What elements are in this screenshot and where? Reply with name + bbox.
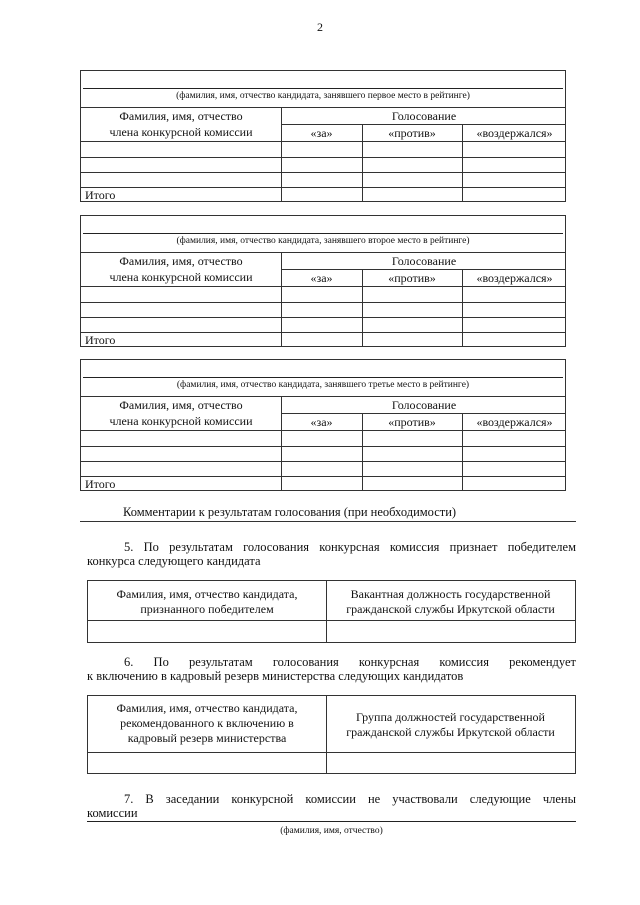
- vote-table-first-place: [80, 70, 566, 202]
- member-header: Фамилия, имя, отчество: [119, 398, 243, 412]
- vote-against-header: «против»: [388, 126, 436, 140]
- section5-line2: конкурса следующего кандидата: [87, 554, 261, 568]
- absent-members-caption: (фамилия, имя, отчество): [280, 826, 383, 836]
- winner-table: [87, 580, 576, 643]
- candidate-name-line: [83, 88, 563, 89]
- vote-table-third-place: [80, 359, 566, 491]
- position-group-header-1: Группа должностей государственной: [356, 710, 545, 724]
- vote-against-header: «против»: [388, 271, 436, 285]
- candidate-caption: (фамилия, имя, отчество кандидата, занявшего третье место в рейтинге): [176, 380, 470, 390]
- reserve-name-header-1: Фамилия, имя, отчество кандидата,: [116, 701, 298, 715]
- vote-abstained-header: «воздержался»: [476, 126, 553, 140]
- vacancy-header-1: Вакантная должность государственной: [350, 587, 551, 601]
- voting-header: Голосование: [391, 254, 457, 268]
- member-header-2: члена конкурсной комиссии: [109, 414, 253, 428]
- voting-header: Голосование: [391, 398, 457, 412]
- page-number: 2: [317, 20, 323, 34]
- voting-header: Голосование: [391, 109, 457, 123]
- vote-abstained-header: «воздержался»: [476, 271, 553, 285]
- vote-against-header: «против»: [388, 415, 436, 429]
- vacancy-header-2: гражданской службы Иркутской области: [346, 602, 555, 616]
- section6-line1: 6. По результатам голосования конкурсная комиссия рекомендует: [124, 655, 576, 669]
- reserve-name-header-2: рекомендованного к включению в: [120, 716, 294, 730]
- vote-for-header: «за»: [310, 271, 333, 285]
- absent-members-line: [87, 821, 576, 822]
- vote-for-header: «за»: [310, 126, 333, 140]
- comments-label: Комментарии к результатам голосования (при необходимости): [80, 505, 576, 522]
- member-header-2: члена конкурсной комиссии: [109, 270, 253, 284]
- total-label: Итого: [85, 477, 116, 491]
- reserve-name-header-3: кадровый резерв министерства: [127, 731, 287, 745]
- vote-for-header: «за»: [310, 415, 333, 429]
- member-header-2: члена конкурсной комиссии: [109, 125, 253, 139]
- section5-line1: 5. По результатам голосования конкурсная комиссия признает победителем: [124, 540, 576, 554]
- member-header: Фамилия, имя, отчество: [119, 109, 243, 123]
- section6-line2: к включению в кадровый резерв министерства следующих кандидатов: [87, 669, 464, 683]
- candidate-name-line: [83, 377, 563, 378]
- vote-table-second-place: [80, 215, 566, 347]
- position-group-header-2: гражданской службы Иркутской области: [346, 725, 555, 739]
- candidate-caption: (фамилия, имя, отчество кандидата, занявшего второе место в рейтинге): [176, 236, 470, 246]
- section7-line1: 7. В заседании конкурсной комиссии не участвовали следующие члены: [124, 792, 576, 806]
- vote-abstained-header: «воздержался»: [476, 415, 553, 429]
- candidate-name-line: [83, 233, 563, 234]
- section7-line2: комиссии: [87, 806, 138, 820]
- candidate-caption: (фамилия, имя, отчество кандидата, занявшего первое место в рейтинге): [176, 91, 470, 101]
- winner-name-header-1: Фамилия, имя, отчество кандидата,: [116, 587, 298, 601]
- winner-name-header-2: признанного победителем: [140, 602, 274, 616]
- total-label: Итого: [85, 333, 116, 347]
- member-header: Фамилия, имя, отчество: [119, 254, 243, 268]
- reserve-table: [87, 695, 576, 774]
- total-label: Итого: [85, 188, 116, 202]
